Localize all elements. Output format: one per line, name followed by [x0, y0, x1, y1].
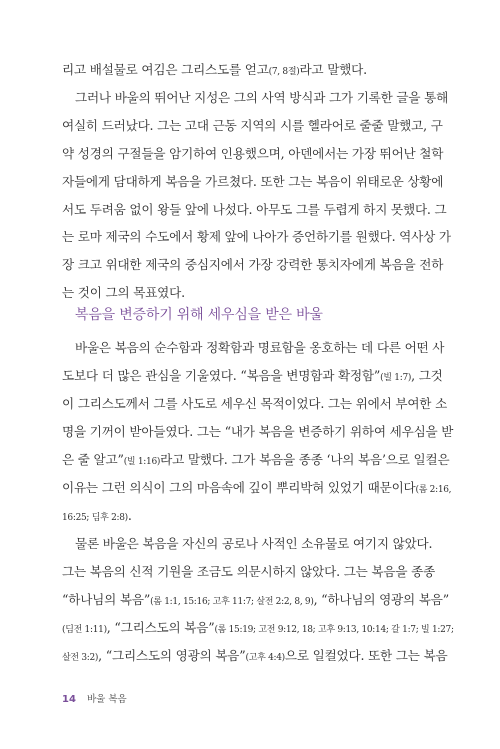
text-line	[62, 620, 454, 638]
text-segment: 바울은 복음의 순수함과 정확함과 명료함을 옹호하는 데 다른 어떤 사	[75, 340, 445, 355]
text-segment: 여실히 드러났다. 그는 고대 근동 지역의 시를 헬라어로 줄줄 말했고, 구	[62, 118, 443, 133]
text-segment: , “그리스도의 복음”	[106, 620, 215, 635]
text-segment: , “그리스도의 영광의 복음”	[98, 648, 246, 663]
text-line	[62, 368, 443, 386]
section-heading: 복음을 변증하기 위해 세우심을 받은 바울	[75, 307, 323, 323]
text-segment: , “하나님의 영광의 복음”	[313, 592, 449, 607]
scripture-reference: (롬 15:19; 고전 9:12, 18; 고후 9:13, 10:14; 갈 1:7; 빌 1:27;	[214, 625, 454, 635]
page-footer	[62, 691, 127, 705]
text-segment: 라고 말했다. 그가 복음을 종종 ‘나의 복음’으로 일컬은	[160, 452, 450, 467]
text-segment: 는 것이 그의 목표였다.	[62, 285, 185, 300]
text-segment: 라고 말했다.	[299, 62, 367, 77]
page-number: 14	[62, 694, 76, 705]
text-line	[62, 396, 447, 412]
text-line	[75, 90, 448, 106]
text-segment: 이 그리스도께서 그를 사도로 세우신 목적이었다. 그는 위에서 부여한 소	[62, 396, 448, 411]
text-segment: 도보다 더 많은 관심을 기울였다. “복음을 변명함과 확정함”	[62, 368, 381, 383]
text-segment: , 그것	[411, 368, 443, 383]
text-segment: 은 줄 알고”	[62, 452, 124, 467]
text-line	[62, 592, 449, 610]
text-segment: 약 성경의 구절들을 암기하여 인용했으며, 아덴에서는 가장 뛰어난 철학	[62, 146, 444, 161]
scripture-reference: (빌 1:7)	[380, 373, 412, 383]
text-line	[62, 257, 443, 273]
scripture-reference: (고후 4:4)	[245, 653, 285, 663]
text-line	[62, 452, 449, 470]
text-line	[62, 62, 367, 80]
running-title: 바울 복음	[86, 694, 127, 705]
text-line	[62, 508, 132, 526]
text-segment: .	[127, 508, 132, 523]
text-line	[75, 536, 432, 552]
text-segment: “하나님의 복음”	[62, 592, 151, 607]
text-segment: 명을 기꺼이 받아들였다. 그는 “내가 복음을 변증하기 위하여 세우심을 받	[62, 424, 454, 439]
text-line	[62, 229, 451, 245]
text-segment: 는 로마 제국의 수도에서 황제 앞에 나아가 증언하기를 원했다. 역사상 가	[62, 229, 451, 244]
text-line	[62, 424, 453, 440]
text-line	[62, 202, 446, 218]
scripture-reference: (롬 2:16,	[415, 485, 452, 495]
scripture-reference: 16:25; 딤후 2:8)	[62, 513, 128, 523]
scripture-reference: 살전 3:2)	[62, 653, 99, 663]
text-line	[62, 285, 185, 301]
text-segment: 서도 두려움 없이 왕들 앞에 나섰다. 아무도 그를 두렵게 하지 못했다. 그	[62, 202, 447, 217]
text-segment: 물론 바울은 복음을 자신의 공로나 사적인 소유물로 여기지 않았다.	[75, 536, 433, 551]
scripture-reference: (7, 8절)	[268, 67, 300, 77]
text-segment: 그러나 바울의 뛰어난 지성은 그의 사역 방식과 그가 기록한 글을 통해	[75, 90, 449, 105]
text-line	[62, 118, 443, 134]
scripture-reference: (빌 1:16)	[123, 457, 161, 467]
text-segment: 리고 배설물로 여김은 그리스도를 얻고	[62, 62, 269, 77]
text-segment: 그는 복음의 신적 기원을 조금도 의문시하지 않았다. 그는 복음을 종종	[62, 564, 436, 579]
text-line	[62, 648, 447, 666]
text-segment: 으로 일컬었다. 또한 그는 복음	[284, 648, 448, 663]
text-line	[75, 340, 444, 356]
text-segment: 이유는 그런 의식이 그의 마음속에 깊이 뿌리박혀 있었기 때문이다	[62, 480, 416, 495]
scripture-reference: (딤전 1:11)	[62, 625, 107, 635]
text-line	[62, 564, 435, 580]
text-line	[62, 480, 451, 498]
text-line	[62, 174, 443, 190]
text-segment: 자들에게 담대하게 복음을 가르쳤다. 또한 그는 복음이 위태로운 상황에	[62, 174, 444, 189]
text-line	[62, 146, 443, 162]
text-segment: 장 크고 위대한 제국의 중심지에서 가장 강력한 통치자에게 복음을 전하	[62, 257, 444, 272]
scripture-reference: (롬 1:1, 15:16; 고후 11:7; 살전 2:2, 8, 9)	[150, 597, 314, 607]
